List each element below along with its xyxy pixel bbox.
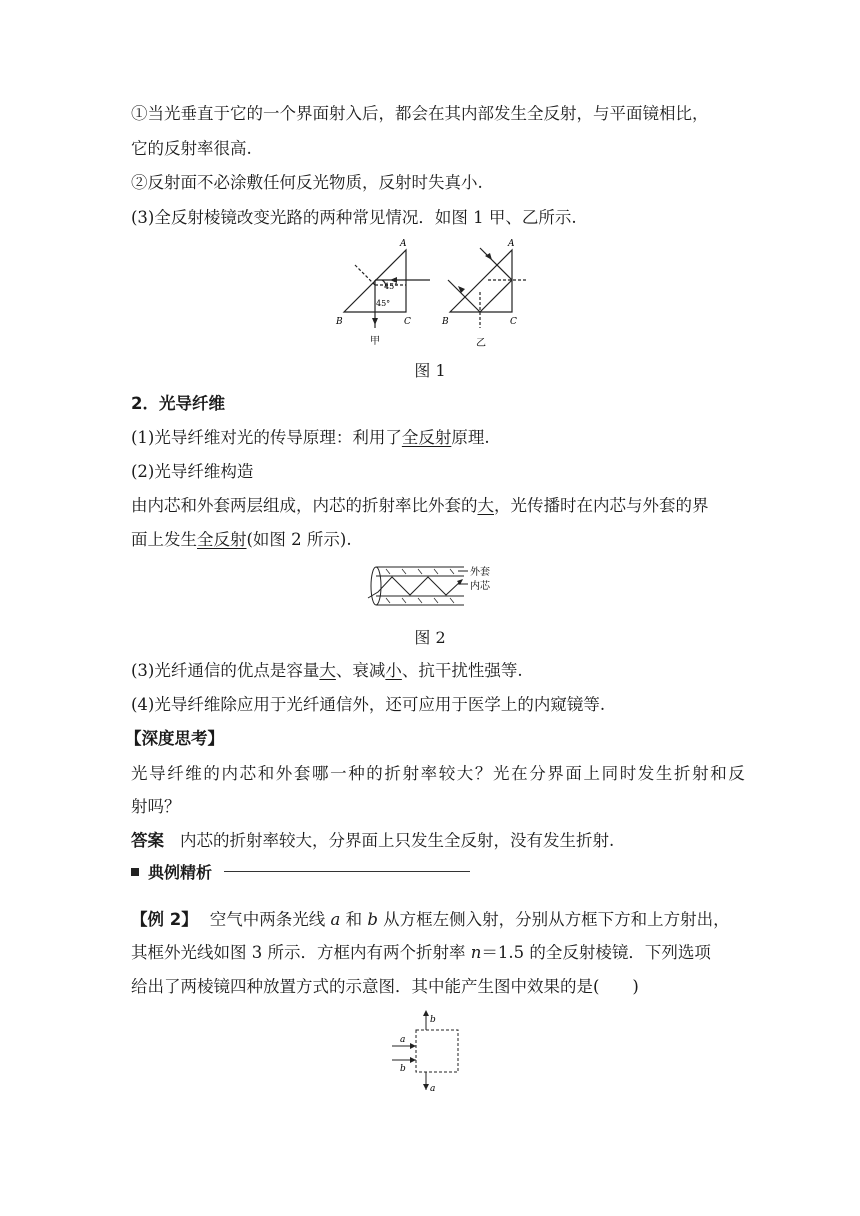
ex-l1-c: 从方框左侧入射，分别从方框下方和上方射出，	[383, 910, 730, 929]
fig2-outer-label: 外套	[470, 567, 490, 578]
s2-p3-post: ，光传播时在内芯与外套的界	[494, 496, 709, 515]
example-line-2	[131, 942, 711, 964]
s2-p1-post: 原理.	[451, 428, 490, 447]
s2-para-5	[131, 660, 523, 682]
para-2: ②反射面不必涂敷任何反光物质，反射时失真小.	[131, 173, 483, 192]
s2-para-3	[131, 495, 709, 517]
figure-2-caption: 图 2	[414, 628, 446, 647]
prism-yi	[448, 248, 526, 328]
ex-var-a: a	[330, 910, 341, 929]
s2-p5-b: 、衰减	[335, 661, 386, 680]
fig1-left-label-c: C	[404, 317, 411, 327]
deep-thinking-title: 【深度思考】	[125, 729, 224, 748]
s2-p3-underlined: 大	[477, 496, 494, 515]
example-label: 【例 2】	[131, 910, 198, 929]
section-2-title: 2．光导纤维	[131, 394, 225, 413]
example-line-3: 给出了两棱镜四种放置方式的示意图．其中能产生图中效果的是( )	[131, 977, 639, 996]
section-square-icon	[131, 868, 139, 876]
para-3: (3)全反射棱镜改变光路的两种常见情况．如图 1 甲、乙所示.	[131, 208, 577, 227]
section-bar-title: 典例精析	[148, 863, 213, 882]
answer-label: 答案	[131, 831, 164, 850]
s2-p1-pre: (1)光导纤维对光的传导原理：利用了	[131, 428, 402, 447]
ex-var-n: n	[470, 943, 482, 962]
fig1-caption-jia: 甲	[370, 336, 380, 347]
fig1-angle-label-bottom: 45°	[376, 299, 391, 308]
ex-var-b: b	[367, 910, 378, 929]
fig2-core-label: 内芯	[470, 581, 490, 592]
s2-p5-c: 、抗干扰性强等.	[401, 661, 523, 680]
s2-p5-underlined-1: 大	[319, 661, 336, 680]
section-bar	[131, 860, 470, 883]
para-1-line-1: ①当光垂直于它的一个界面射入后，都会在其内部发生全反射，与平面镜相比，	[131, 104, 709, 123]
s2-p3-pre: 由内芯和外套两层组成，内芯的折射率比外套的	[131, 496, 478, 515]
s2-p5-underlined-2: 小	[385, 661, 402, 680]
figure-3	[390, 1010, 470, 1100]
answer	[131, 830, 614, 852]
example-line-1	[131, 909, 730, 931]
fig1-left-label-b: B	[336, 317, 343, 327]
fig3-label-a-bottom: a	[430, 1084, 436, 1094]
s2-p4-underlined: 全反射	[197, 530, 247, 549]
s2-para-2: (2)光导纤维构造	[131, 462, 254, 481]
ex-l2-a: 其框外光线如图 3 所示．方框内有两个折射率	[131, 943, 466, 962]
para-1-line-2: 它的反射率很高.	[131, 139, 252, 158]
fig1-right-label-a: A	[508, 239, 515, 249]
ex-l1-b: 和	[345, 910, 363, 929]
section-bar-rule	[224, 871, 470, 872]
ex-l2-b: ＝1.5 的全反射棱镜．下列选项	[481, 943, 711, 962]
s2-p1-underlined: 全反射	[401, 428, 452, 447]
figure-1	[330, 232, 530, 350]
s2-p4-pre: 面上发生	[131, 530, 197, 549]
deep-question-line-2: 射吗？	[131, 797, 181, 816]
fig3-label-a-left: a	[400, 1035, 406, 1045]
s2-para-6: (4)光导纤维除应用于光纤通信外，还可应用于医学上的内窥镜等.	[131, 695, 606, 714]
deep-question-line-1: 光导纤维的内芯和外套哪一种的折射率较大？光在分界面上同时发生折射和反	[131, 764, 747, 783]
s2-p5-a: (3)光纤通信的优点是容量	[131, 661, 320, 680]
fig3-label-b-top: b	[430, 1015, 436, 1025]
figure-2	[362, 562, 502, 610]
fig1-right-label-c: C	[510, 317, 517, 327]
fig1-left-label-a: A	[400, 239, 407, 249]
s2-para-1	[131, 427, 490, 449]
answer-text: 内芯的折射率较大，分界面上只发生全反射，没有发生折射.	[180, 831, 615, 850]
fig1-right-label-b: B	[442, 317, 449, 327]
s2-p4-post: (如图 2 所示).	[246, 530, 352, 549]
fig1-angle-label-top: 45°	[384, 282, 399, 291]
ex-l1-a: 空气中两条光线	[209, 910, 326, 929]
s2-para-4	[131, 529, 352, 551]
fig3-label-b-left: b	[400, 1064, 406, 1074]
fig1-caption-yi: 乙	[476, 338, 486, 349]
figure-1-caption: 图 1	[414, 361, 446, 380]
